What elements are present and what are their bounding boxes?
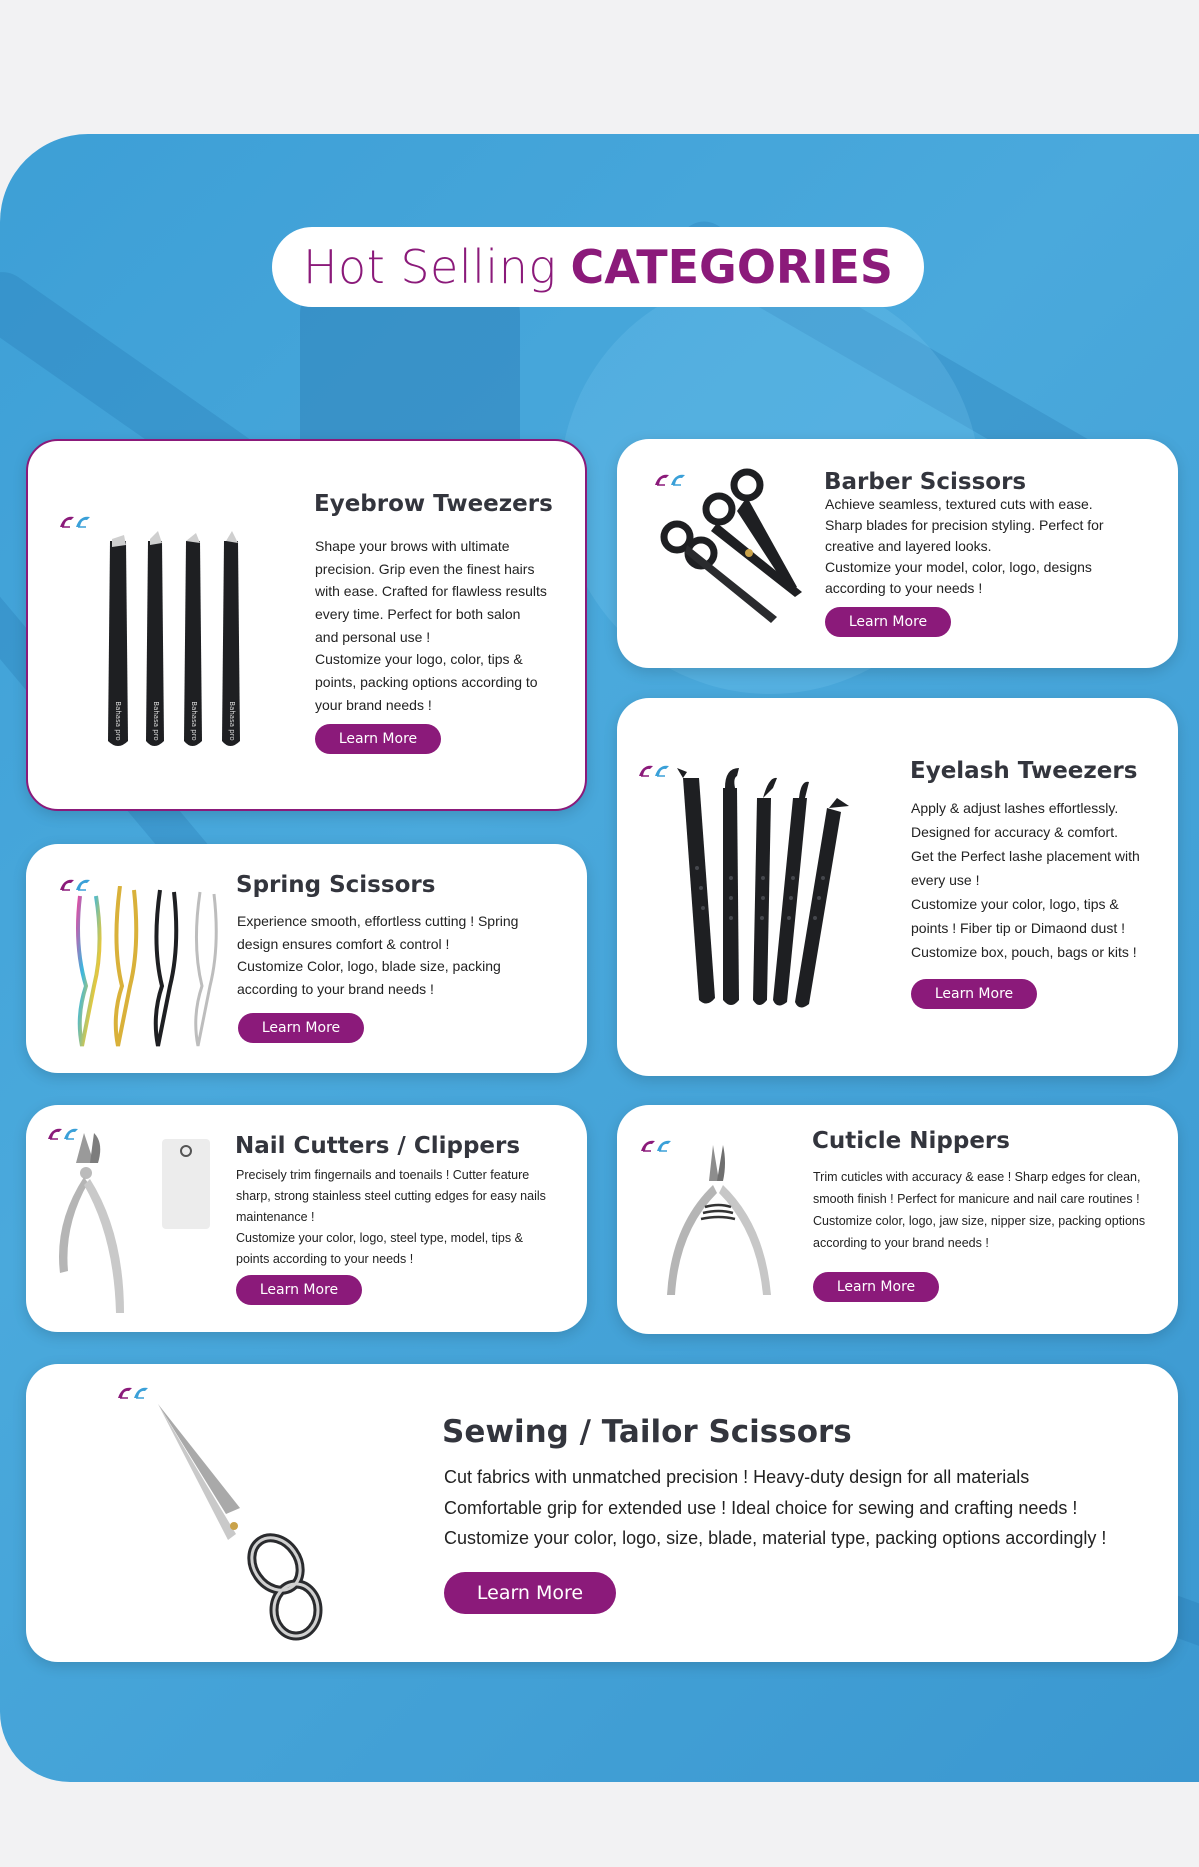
learn-more-button[interactable]: Learn More [236,1275,362,1305]
card-description [236,1165,546,1270]
product-label: Bahasa pro [152,701,160,741]
learn-more-button[interactable]: Learn More [238,1013,364,1043]
description-line: precision. Grip even the finest hairs [315,560,535,577]
description-line: every use ! [911,872,980,889]
learn-more-button[interactable]: Learn More [813,1272,939,1302]
description-line: Get the Perfect lashe placement with [911,848,1140,865]
description-line: Customize your color, logo, steel type, model, tips & [236,1231,523,1245]
brand-logo-icon [635,760,675,780]
card-description [237,910,518,1001]
cuticle-nipper-image [661,1145,781,1305]
description-line: Customize color, logo, jaw size, nipper size, packing options [813,1213,1146,1228]
description-line: design ensures comfort & control ! [237,935,450,952]
description-line: Trim cuticles with accuracy & ease ! Sharp edges for clean, [813,1170,1141,1184]
description-line: smooth finish ! Perfect for manicure and nail care routines ! [813,1191,1140,1206]
description-line: with ease. Crafted for flawless results [315,583,547,600]
description-line: points, packing options according to [315,674,538,691]
description-line: Experience smooth, effortless cutting ! Spring [237,913,519,929]
card-nail-cutters [26,1105,587,1332]
brand-logo-icon [56,511,96,531]
description-line: according to your brand needs ! [237,981,434,998]
card-title: Spring Scissors [236,872,436,898]
barber-scissors-image [657,467,807,627]
card-title: Cuticle Nippers [812,1128,1010,1154]
card-spring-scissors [26,844,587,1073]
spring-scissors-image [66,886,236,1056]
description-line: according to your needs ! [825,580,983,596]
card-description [825,494,1104,599]
card-cuticle-nippers [617,1105,1178,1334]
description-line: Designed for accuracy & comfort. [911,824,1118,841]
description-line: according to your brand needs ! [813,1235,989,1250]
description-line: Customize box, pouch, bags or kits ! [911,944,1137,961]
description-line: creative and layered looks. [825,538,992,554]
description-line: points ! Fiber tip or Dimaond dust ! [911,920,1125,937]
description-line: Achieve seamless, textured cuts with ease. [825,496,1093,512]
description-line: Cut fabrics with unmatched precision ! Heavy-duty design for all materials [444,1467,1030,1487]
card-eyebrow-tweezers [26,439,587,811]
learn-more-button[interactable]: Learn More [444,1572,616,1614]
description-line: Precisely trim fingernails and toenails ! Cutter feature [236,1168,530,1182]
description-line: your brand needs ! [315,696,432,713]
description-line: sharp, strong stainless steel cutting edges for easy nails [236,1189,546,1203]
card-description [813,1167,1145,1255]
description-line: Customize your model, color, logo, designs [825,559,1092,575]
description-line: points according to your needs ! [236,1252,414,1266]
description-line: Shape your brows with ultimate [315,538,510,554]
card-barber-scissors [617,439,1178,668]
sewing-scissors-image [156,1404,336,1644]
learn-more-button[interactable]: Learn More [825,607,951,637]
description-line: every time. Perfect for both salon [315,606,521,623]
card-description [315,535,547,716]
eyebrow-tweezers-image [98,511,278,751]
hang-hole-icon [180,1145,192,1157]
description-line: maintenance ! [236,1210,315,1224]
description-line: Comfortable grip for extended use ! Ideal choice for sewing and crafting needs ! [444,1497,1078,1518]
learn-more-button[interactable]: Learn More [315,724,441,754]
card-description [911,796,1140,965]
description-line: Customize your color, logo, size, blade, material type, packing options accordingly ! [444,1528,1107,1549]
learn-more-button[interactable]: Learn More [911,979,1037,1009]
product-package-image [162,1139,210,1229]
card-eyelash-tweezers [617,698,1178,1076]
card-title: Sewing / Tailor Scissors [442,1414,852,1450]
description-line: Sharp blades for precision styling. Perfect for [825,517,1104,533]
card-title: Eyelash Tweezers [910,758,1138,784]
product-label: Bahasa pro [114,701,122,741]
section-title [272,227,924,307]
eyelash-tweezers-image [677,768,867,1018]
title-light-text: Hot Selling [302,240,557,294]
product-label: Bahasa pro [190,701,198,741]
title-bold-text: CATEGORIES [570,240,894,294]
card-title: Eyebrow Tweezers [314,491,553,517]
description-line: Apply & adjust lashes effortlessly. [911,800,1119,816]
card-description [444,1462,1106,1554]
description-line: Customize your logo, color, tips & [315,651,523,668]
card-title: Barber Scissors [824,469,1027,495]
nail-cutter-image [54,1133,144,1323]
brand-logo-icon [114,1382,154,1402]
description-line: Customize Color, logo, blade size, packing [237,958,501,975]
description-line: Customize your color, logo, tips & [911,896,1119,913]
card-sewing-scissors [26,1364,1178,1662]
product-label: Bahasa pro [228,701,236,741]
card-title: Nail Cutters / Clippers [235,1133,521,1159]
description-line: and personal use ! [315,628,431,645]
